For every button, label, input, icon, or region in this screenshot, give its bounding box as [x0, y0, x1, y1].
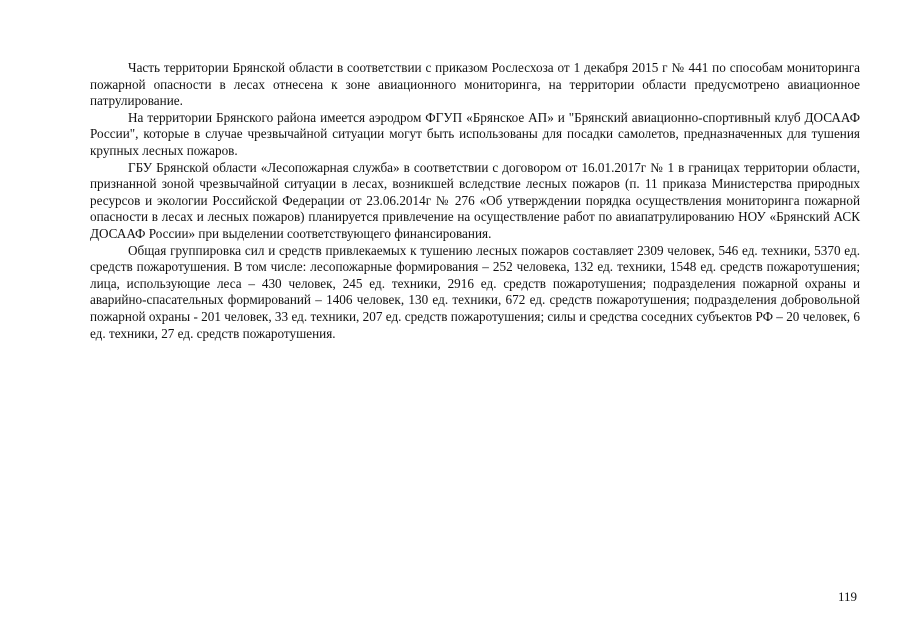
- document-body: [90, 60, 860, 342]
- paragraph-fire-service-contract: ГБУ Брянской области «Лесопожарная служба» в соответствии с договором от 16.01.2017г № 1 в границах территории области, признанной зоной чрезвычайной ситуации в лесах, возникшей вследствие лесных пожаров (п. 11 приказа Министерства природных ресурсов и экологии Российской Федерации от 23.06.2014г № 276 «Об утверждении порядка осуществления мониторинга пожарной опасности в лесах и лесных пожаров) планируется привлечение на осуществление работ по авиапатрулированию НОУ «Брянский АСК ДОСААФ России» при выделении соответствующего финансирования.: [90, 159, 860, 241]
- page-number: 119: [837, 589, 857, 604]
- paragraph-forces-summary: Общая группировка сил и средств привлекаемых к тушению лесных пожаров составляет 2309 человек, 546 ед. техники, 5370 ед. средств пожаротушения. В том числе: лесопожарные формирования – 252 человека, 132 ед. техники, 1548 ед. средств пожаротушения; лица, использующие леса – 430 человек, 245 ед. техники, 2916 ед. средств пожаротушения; подразделения пожарной охраны и аварийно-спасательных формирований – 1406 человек, 130 ед. техники, 672 ед. средств пожаротушения; подразделения добровольной пожарной охраны - 201 человек, 33 ед. техники, 207 ед. средств пожаротушения; силы и средства соседних субъектов РФ – 20 человек, 6 ед. техники, 27 ед. средств пожаротушения.: [90, 242, 860, 341]
- paragraph-aviation-monitoring: Часть территории Брянской области в соответствии с приказом Рослесхоза от 1 декабря 2015 г № 441 по способам мониторинга пожарной опасности в лесах отнесена к зоне авиационного мониторинга, на территории области предусмотрено авиационное патрулирование.: [90, 60, 860, 109]
- paragraph-airfield: На территории Брянского района имеется аэродром ФГУП «Брянское АП» и "Брянский авиационно-спортивный клуб ДОСААФ России", которые в случае чрезвычайной ситуации могут быть использованы для посадки самолетов, предназначенных для тушения крупных лесных пожаров.: [90, 109, 860, 158]
